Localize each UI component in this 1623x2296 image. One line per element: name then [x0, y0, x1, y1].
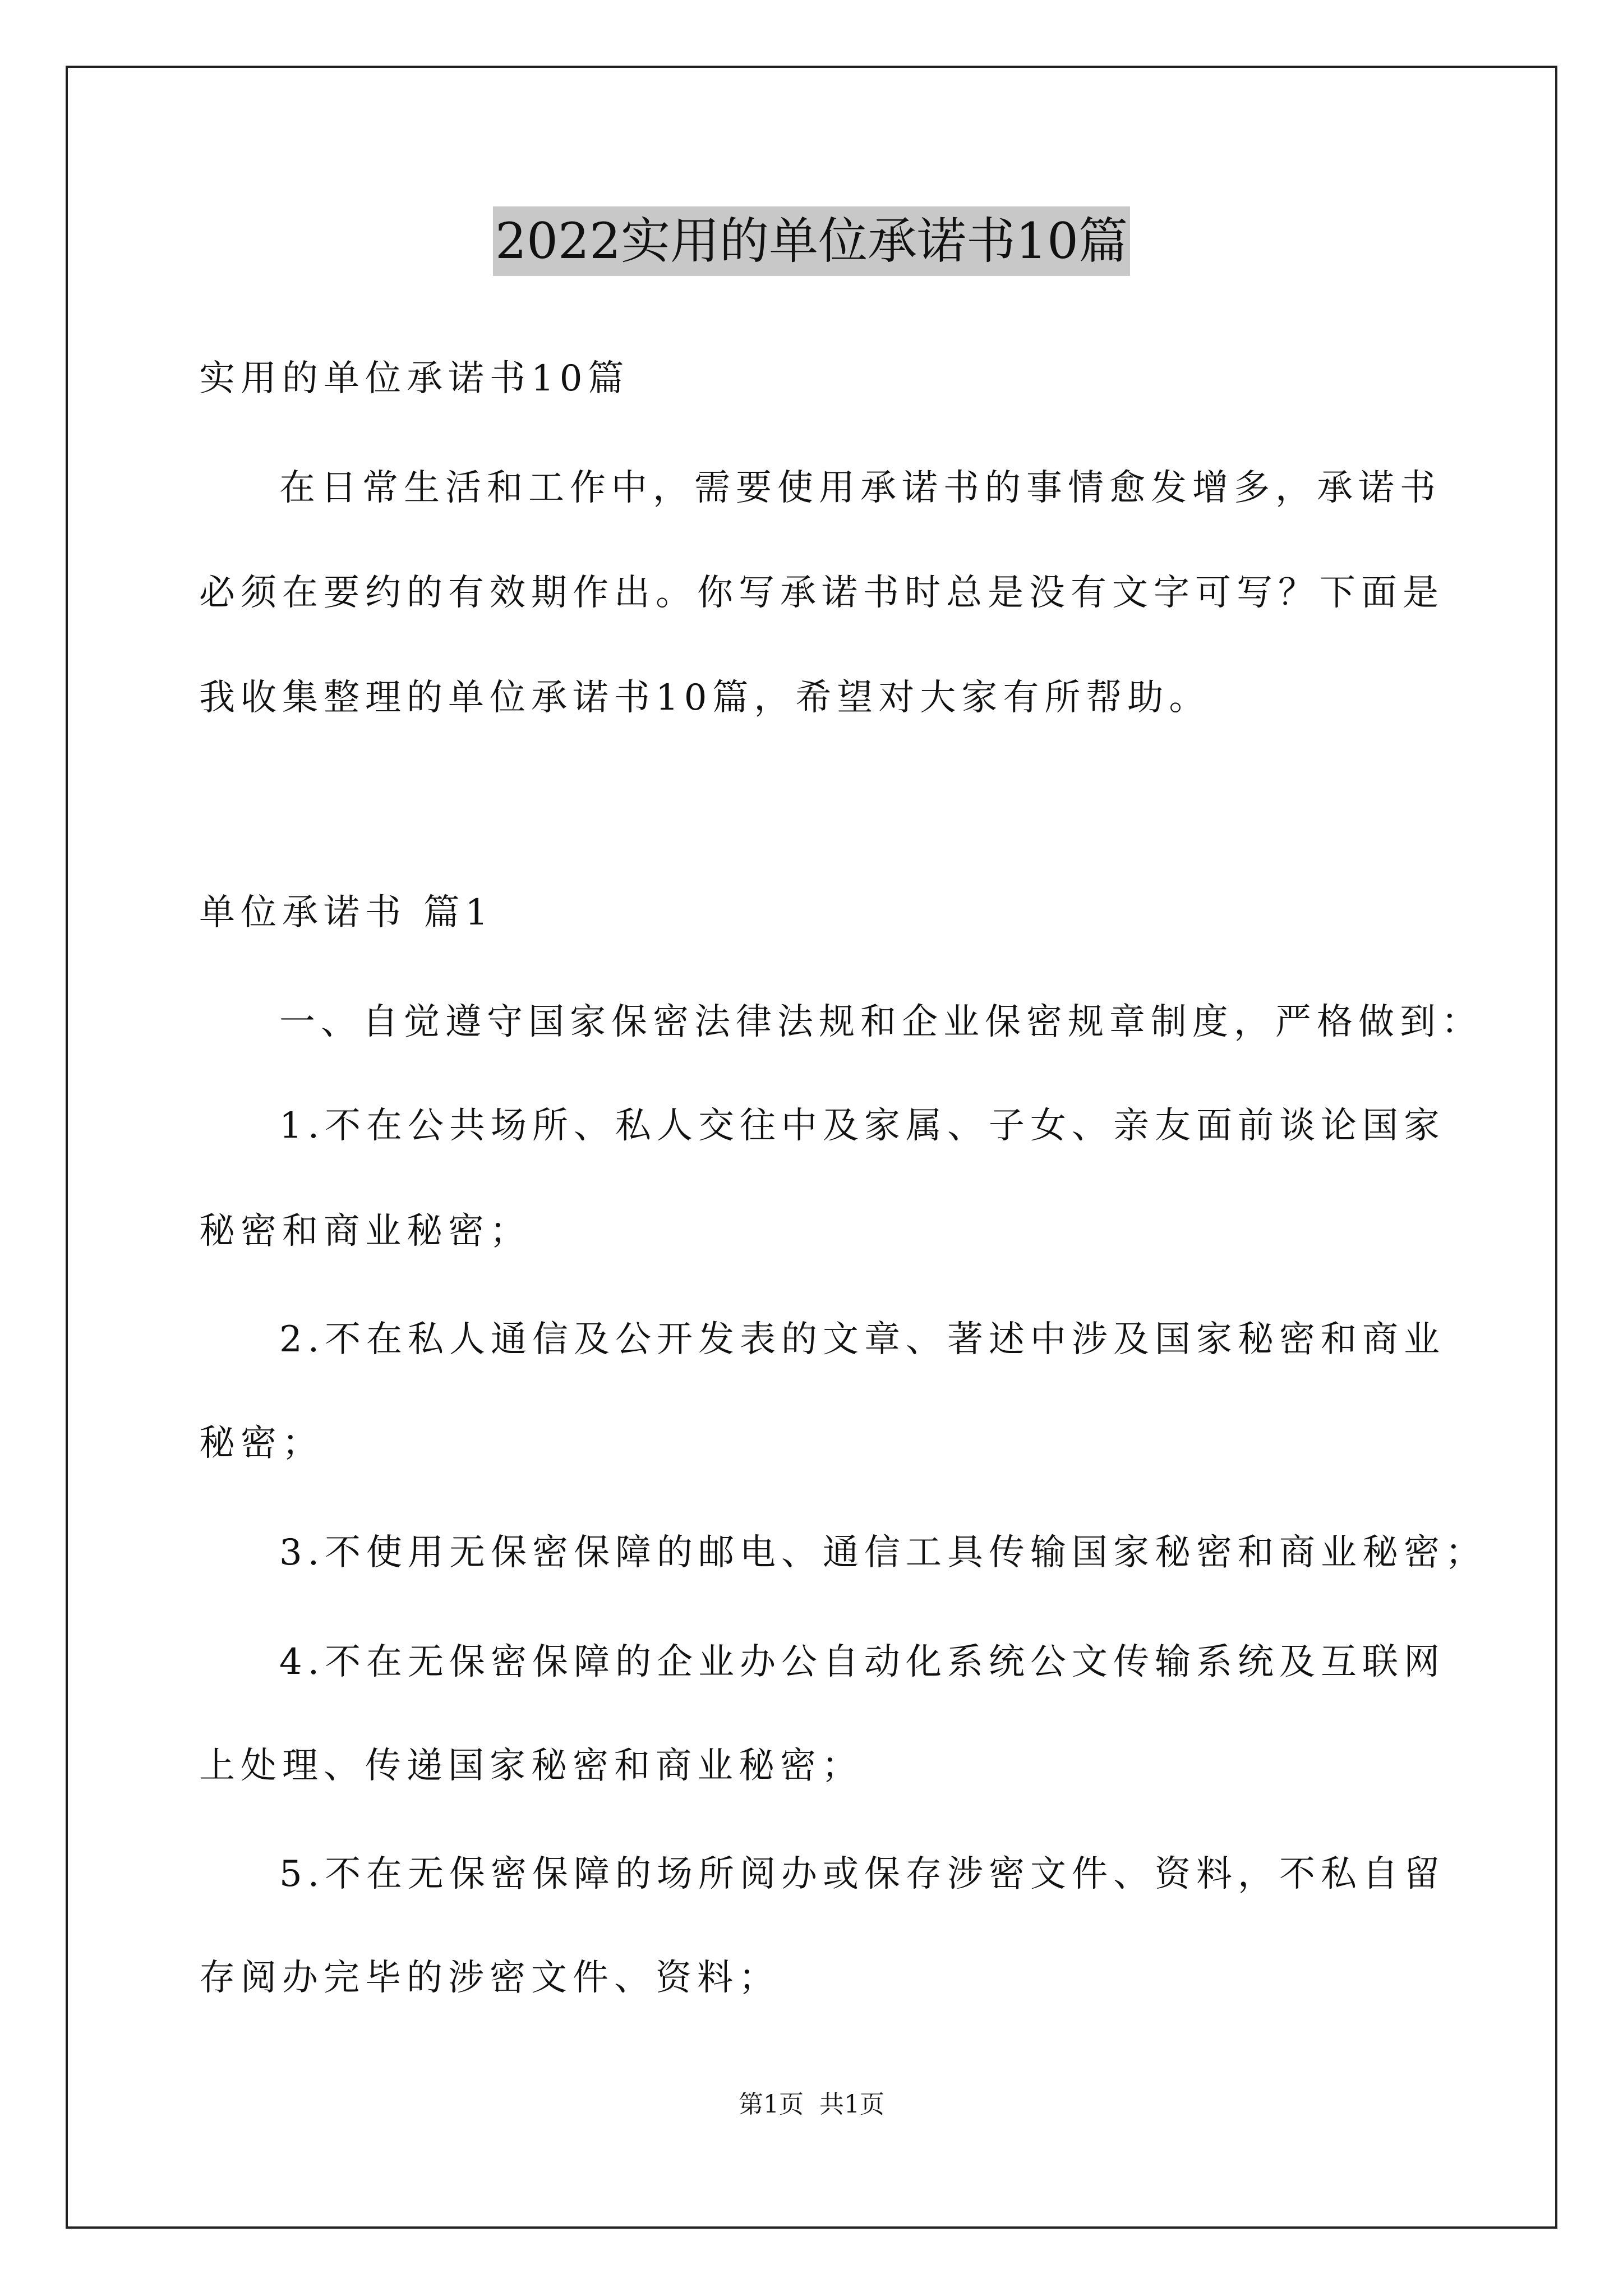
body-line-7: 4.不在无保密保障的企业办公自动化系统公文传输系统及互联网	[279, 1641, 1446, 1683]
title-container	[0, 206, 1623, 276]
body-line-3: 秘密和商业秘密；	[199, 1211, 531, 1252]
intro-line-1: 在日常生活和工作中，需要使用承诺书的事情愈发增多，承诺书	[279, 467, 1441, 509]
body-line-6: 3.不使用无保密保障的邮电、通信工具传输国家秘密和商业秘密；	[279, 1532, 1487, 1573]
intro-line-3: 我收集整理的单位承诺书10篇，希望对大家有所帮助。	[199, 677, 1211, 719]
section-heading: 单位承诺书 篇1	[199, 892, 494, 933]
body-line-10: 存阅办完毕的涉密文件、资料；	[199, 1957, 780, 1999]
body-line-5: 秘密；	[199, 1423, 324, 1464]
intro-line-2: 必须在要约的有效期作出。你写承诺书时总是没有文字可写？下面是	[199, 572, 1444, 614]
document-subtitle: 实用的单位承诺书10篇	[199, 358, 630, 399]
body-line-2: 1.不在公共场所、私人交往中及家属、子女、亲友面前谈论国家	[279, 1105, 1446, 1147]
body-line-4: 2.不在私人通信及公开发表的文章、著述中涉及国家秘密和商业	[279, 1319, 1446, 1360]
body-line-1: 一、自觉遵守国家保密法律法规和企业保密规章制度，严格做到：	[279, 1001, 1483, 1043]
body-line-9: 5.不在无保密保障的场所阅办或保存涉密文件、资料，不私自留	[279, 1853, 1446, 1895]
page-number: 第1页	[739, 2090, 804, 2119]
page-total: 共1页	[819, 2090, 884, 2119]
page-footer	[0, 2088, 1623, 2122]
body-line-8: 上处理、传递国家秘密和商业秘密；	[199, 1745, 863, 1787]
document-title: 2022实用的单位承诺书10篇	[493, 206, 1130, 276]
